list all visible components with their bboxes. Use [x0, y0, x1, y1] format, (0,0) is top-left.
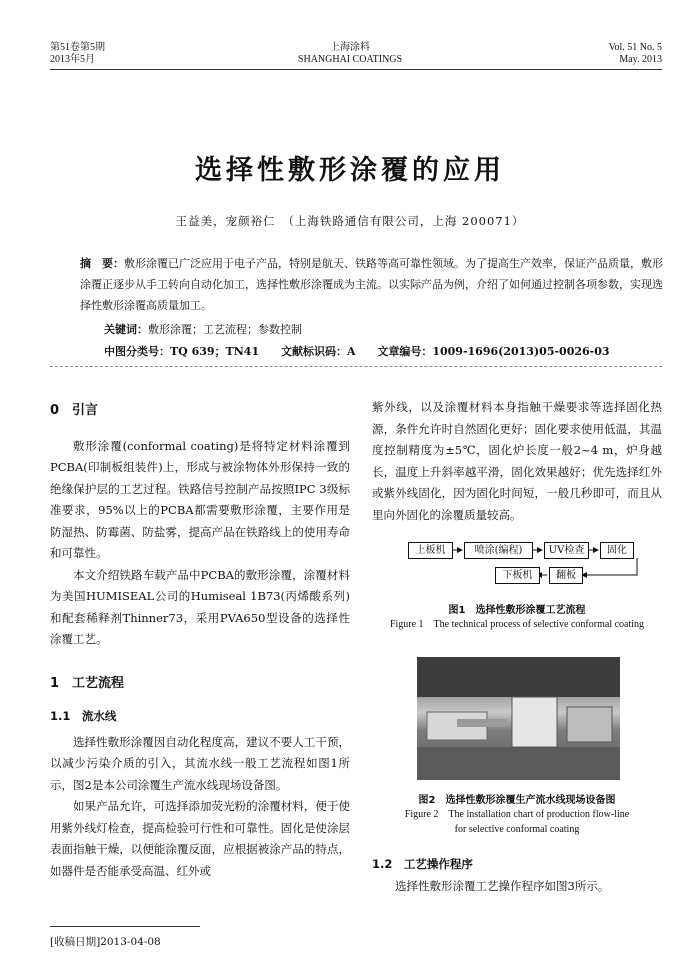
flow-step-unloader: 下板机	[495, 567, 540, 584]
journal-name: 上海涂料 SHANGHAI COATINGS	[297, 42, 403, 65]
figure-1-caption-cn: 图1 选择性敷形涂覆工艺流程	[448, 605, 586, 616]
section-1-heading: 1 工艺流程	[50, 675, 125, 691]
keywords: 关键词：敷形涂覆；工艺流程；参数控制	[104, 323, 302, 336]
section-0-paragraph-2: 本文介绍铁路车载产品中PCBA的敷形涂覆，涂覆材料为美国HUMISEAL公司的Humiseal 1B73(丙烯酸系列)和配套稀释剂Thinner73，采用PVA650型设备的选择性涂覆工艺。	[50, 567, 350, 646]
abstract-label: 摘 要：	[80, 257, 124, 270]
classification-line	[104, 343, 628, 359]
section-0-heading: 0 引言	[50, 403, 99, 418]
section-1-1-paragraph-1: 选择性敷形涂覆因自动化程度高，建议不要人工干预，以减少污染介质的引入，其流水线一般工艺流程如图1所示，图2是本公司涂覆生产流水线现场设备图。	[50, 734, 350, 792]
section-1-2-heading: 1.2 工艺操作程序	[372, 857, 473, 871]
journal-volume: Vol. 51 No. 5 May. 2013	[608, 42, 662, 65]
section-1-2-body	[372, 876, 662, 898]
figure-2-caption-en-line2: for selective conformal coating	[454, 824, 580, 835]
flow-step-uv-inspection: UV检查	[544, 542, 589, 559]
abstract	[80, 253, 666, 316]
section-1-1-paragraph-2: 如果产品允许，可选择添加荧光粉的涂覆材料，便于使用紫外线灯检查，提高检验可行性和可靠性。固化是使涂层表面指触干燥，以便能涂覆反面，应根据被涂产品的特点，如器件是否能承受高温、红外或	[50, 799, 350, 878]
abstract-divider	[50, 366, 662, 367]
header-rule	[50, 69, 662, 70]
flow-step-loader: 上板机	[408, 542, 453, 559]
authors: 王益美，宠颜裕仁 （上海铁路通信有限公司，上海 200071）	[175, 214, 525, 228]
right-column	[372, 397, 662, 526]
figure-2-caption-cn: 图2 选择性敷形涂覆生产流水线现场设备图	[418, 795, 616, 806]
abstract-text: 敷形涂覆已广泛应用于电子产品，特别是航天、铁路等高可靠性领域。为了提高生产效率，保证产品质量，敷形涂覆正逐步从手工转向自动化加工，选择性敷形涂覆成为主流。以实际产品为例，介绍了如何通过控制各项参数，实现选择性敷形涂覆高质量加工。	[80, 257, 663, 312]
figure-2-caption-en-line1: Figure 2 The installation chart of production flow-line	[404, 809, 630, 820]
figure-1-caption-en: Figure 1 The technical process of selective conformal coating	[389, 619, 645, 630]
document-code: 文献标识码：A	[280, 345, 356, 358]
section-1-2-paragraph-1: 选择性敷形涂覆工艺操作程序如图3所示。	[395, 879, 610, 893]
footnote-rule	[50, 926, 200, 927]
production-line-image	[417, 657, 620, 780]
right-paragraph-continued: 紫外线，以及涂覆材料本身指触干燥要求等选择固化热源，条件允许时自然固化更好；固化要求使用低温，其温度控制精度为±5℃，固化炉长度一般2~4 m，炉身越长，温度上升斜率越平滑，固化效果越好；优先选择红外或紫外线固化，因为固化时间短，一般几秒即可，而且从里向外固化的涂覆质量较高。	[372, 400, 662, 522]
flow-step-curing: 固化	[600, 542, 634, 559]
clc-number: 中图分类号：TQ 639；TN41	[104, 345, 260, 358]
figure-2-photo	[417, 657, 620, 780]
flow-step-spray: 喷涂(编程)	[464, 542, 533, 559]
journal-issue: 第51卷第5期 2013年5月	[50, 42, 105, 65]
received-date-footnote: [收稿日期]2013-04-08	[50, 936, 161, 948]
section-1-1-heading: 1.1 流水线	[50, 709, 117, 723]
section-0-paragraph-1: 敷形涂覆(conformal coating)是将特定材料涂覆到PCBA(印制板组装件)上，形成与被涂物体外形保持一致的绝缘保护层的工艺过程。铁路信号控制产品按照IPC 3级标准要求，95%以上的PCBA都需要敷形涂覆，主要作用是防湿热、防霉菌、防盐雾，提高产品在铁路线上的使用寿命和可靠性。	[50, 438, 350, 560]
left-column	[50, 400, 350, 882]
article-number: 文章编号：1009-1696(2013)05-0026-03	[377, 345, 610, 358]
page-title: 选择性敷形涂覆的应用	[195, 155, 505, 186]
flow-step-flip: 翻板	[549, 567, 583, 584]
